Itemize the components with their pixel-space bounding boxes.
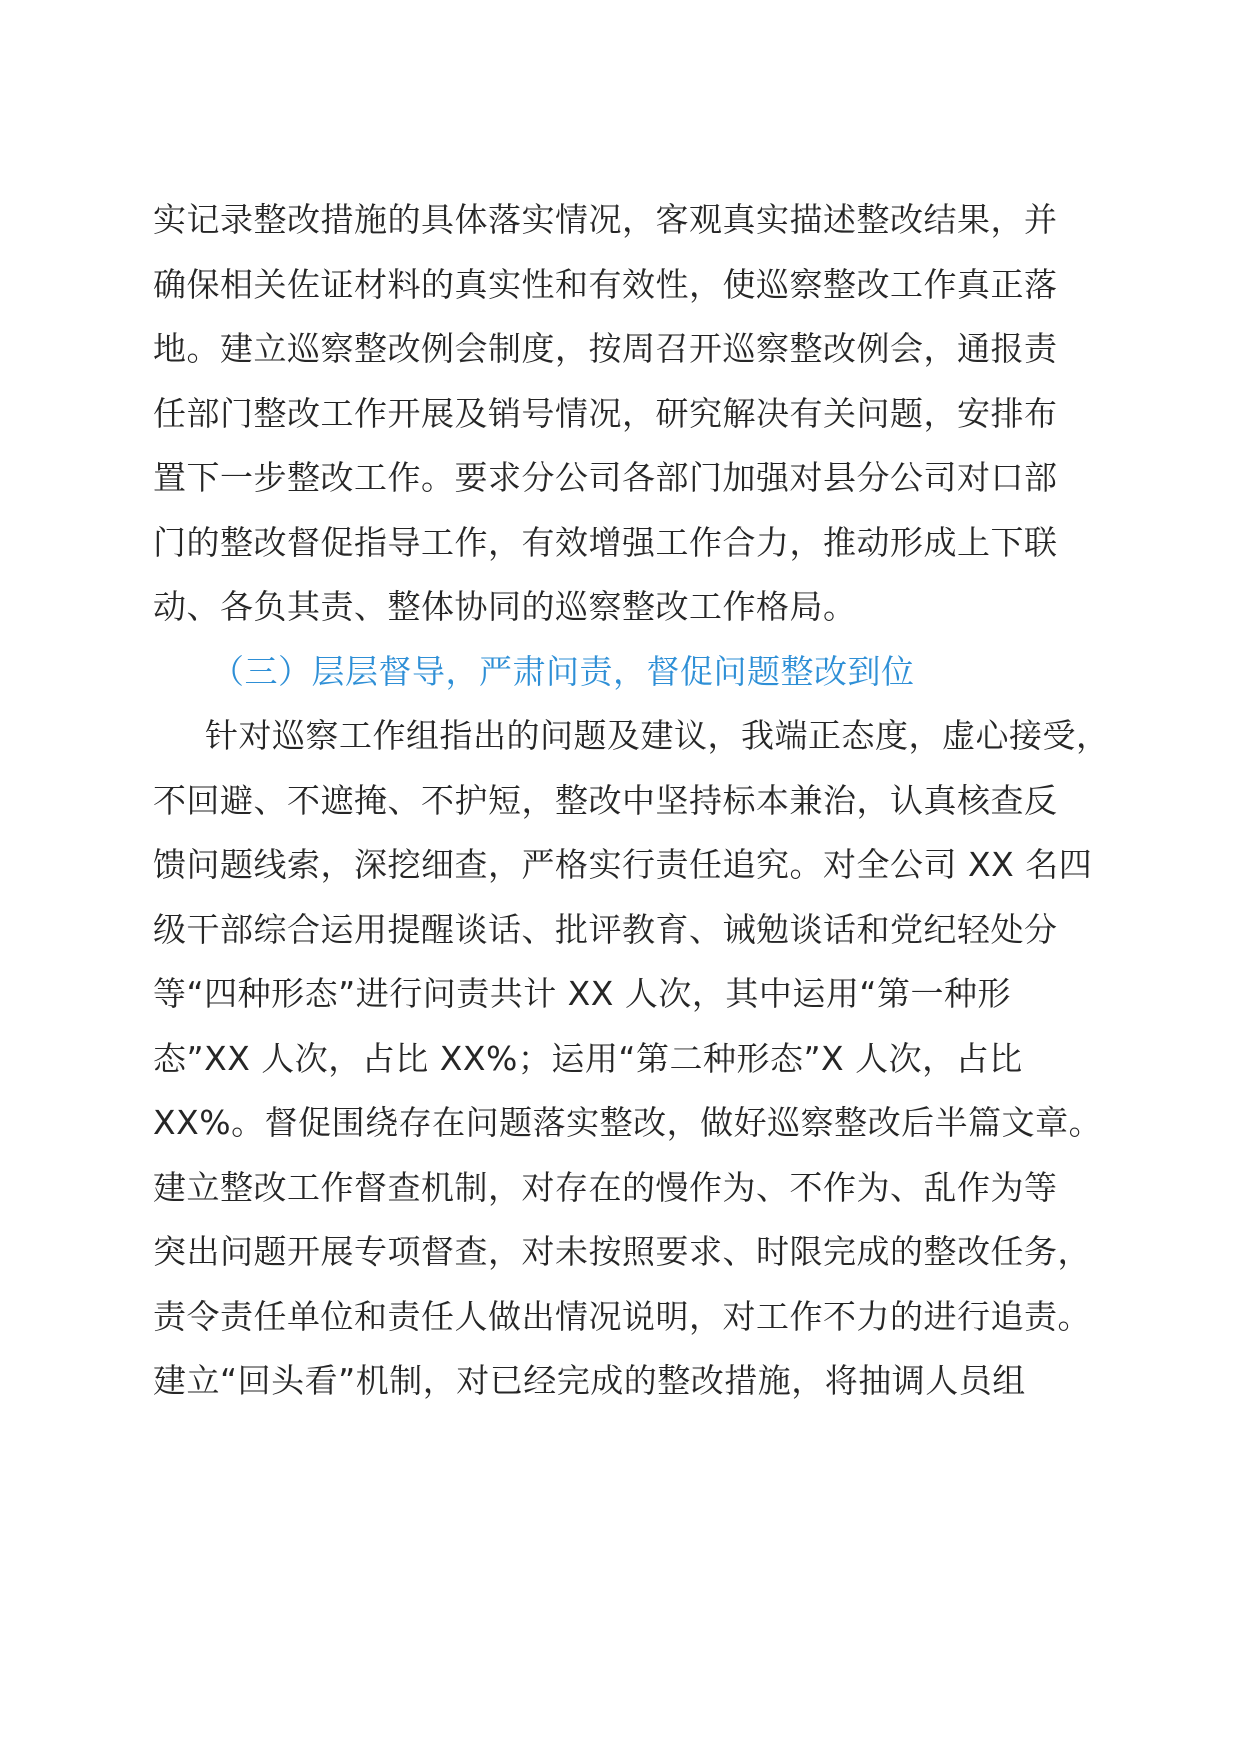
paragraph-line: 任部门整改工作开展及销号情况，研究解决有关问题，安排布 <box>153 393 1058 433</box>
paragraph-line: 门的整改督促指导工作，有效增强工作合力，推动形成上下联 <box>153 522 1058 562</box>
section-heading: （三）层层督导，严肃问责，督促问题整改到位 <box>211 651 915 691</box>
paragraph-line: 建立“回头看”机制，对已经完成的整改措施，将抽调人员组 <box>153 1361 1026 1400</box>
paragraph-line: 突出问题开展专项督查，对未按照要求、时限完成的整改任务， <box>153 1232 1091 1271</box>
paragraph-line: 等“四种形态”进行问责共计 XX 人次，其中运用“第一种形 <box>153 974 1011 1013</box>
paragraph-line: 态”XX 人次，占比 XX%；运用“第二种形态”X 人次，占比 <box>153 1038 1023 1078</box>
paragraph-line: 针对巡察工作组指出的问题及建议，我端正态度，虚心接受， <box>205 716 1110 755</box>
paragraph-line: 级干部综合运用提醒谈话、批评教育、诫勉谈话和党纪轻处分 <box>153 909 1058 949</box>
paragraph-line: 馈问题线索，深挖细查，严格实行责任追究。对全公司 XX 名四 <box>153 845 1093 884</box>
document-body <box>153 188 1110 1414</box>
paragraph-line: 动、各负其责、整体协同的巡察整改工作格局。 <box>153 587 857 626</box>
paragraph-line: 责令责任单位和责任人做出情况说明，对工作不力的进行追责。 <box>153 1296 1091 1336</box>
paragraph-line: 建立整改工作督查机制，对存在的慢作为、不作为、乱作为等 <box>153 1167 1058 1207</box>
paragraph-line: 置下一步整改工作。要求分公司各部门加强对县分公司对口部 <box>153 458 1058 497</box>
paragraph-line: XX%。督促围绕存在问题落实整改，做好巡察整改后半篇文章。 <box>153 1103 1103 1142</box>
paragraph-line: 不回避、不遮掩、不护短，整改中坚持标本兼治，认真核查反 <box>153 780 1058 820</box>
paragraph-line: 实记录整改措施的具体落实情况，客观真实描述整改结果，并 <box>153 200 1058 239</box>
paragraph-line: 确保相关佐证材料的真实性和有效性，使巡察整改工作真正落 <box>153 264 1058 304</box>
paragraph-line: 地。建立巡察整改例会制度，按周召开巡察整改例会，通报责 <box>153 329 1058 368</box>
